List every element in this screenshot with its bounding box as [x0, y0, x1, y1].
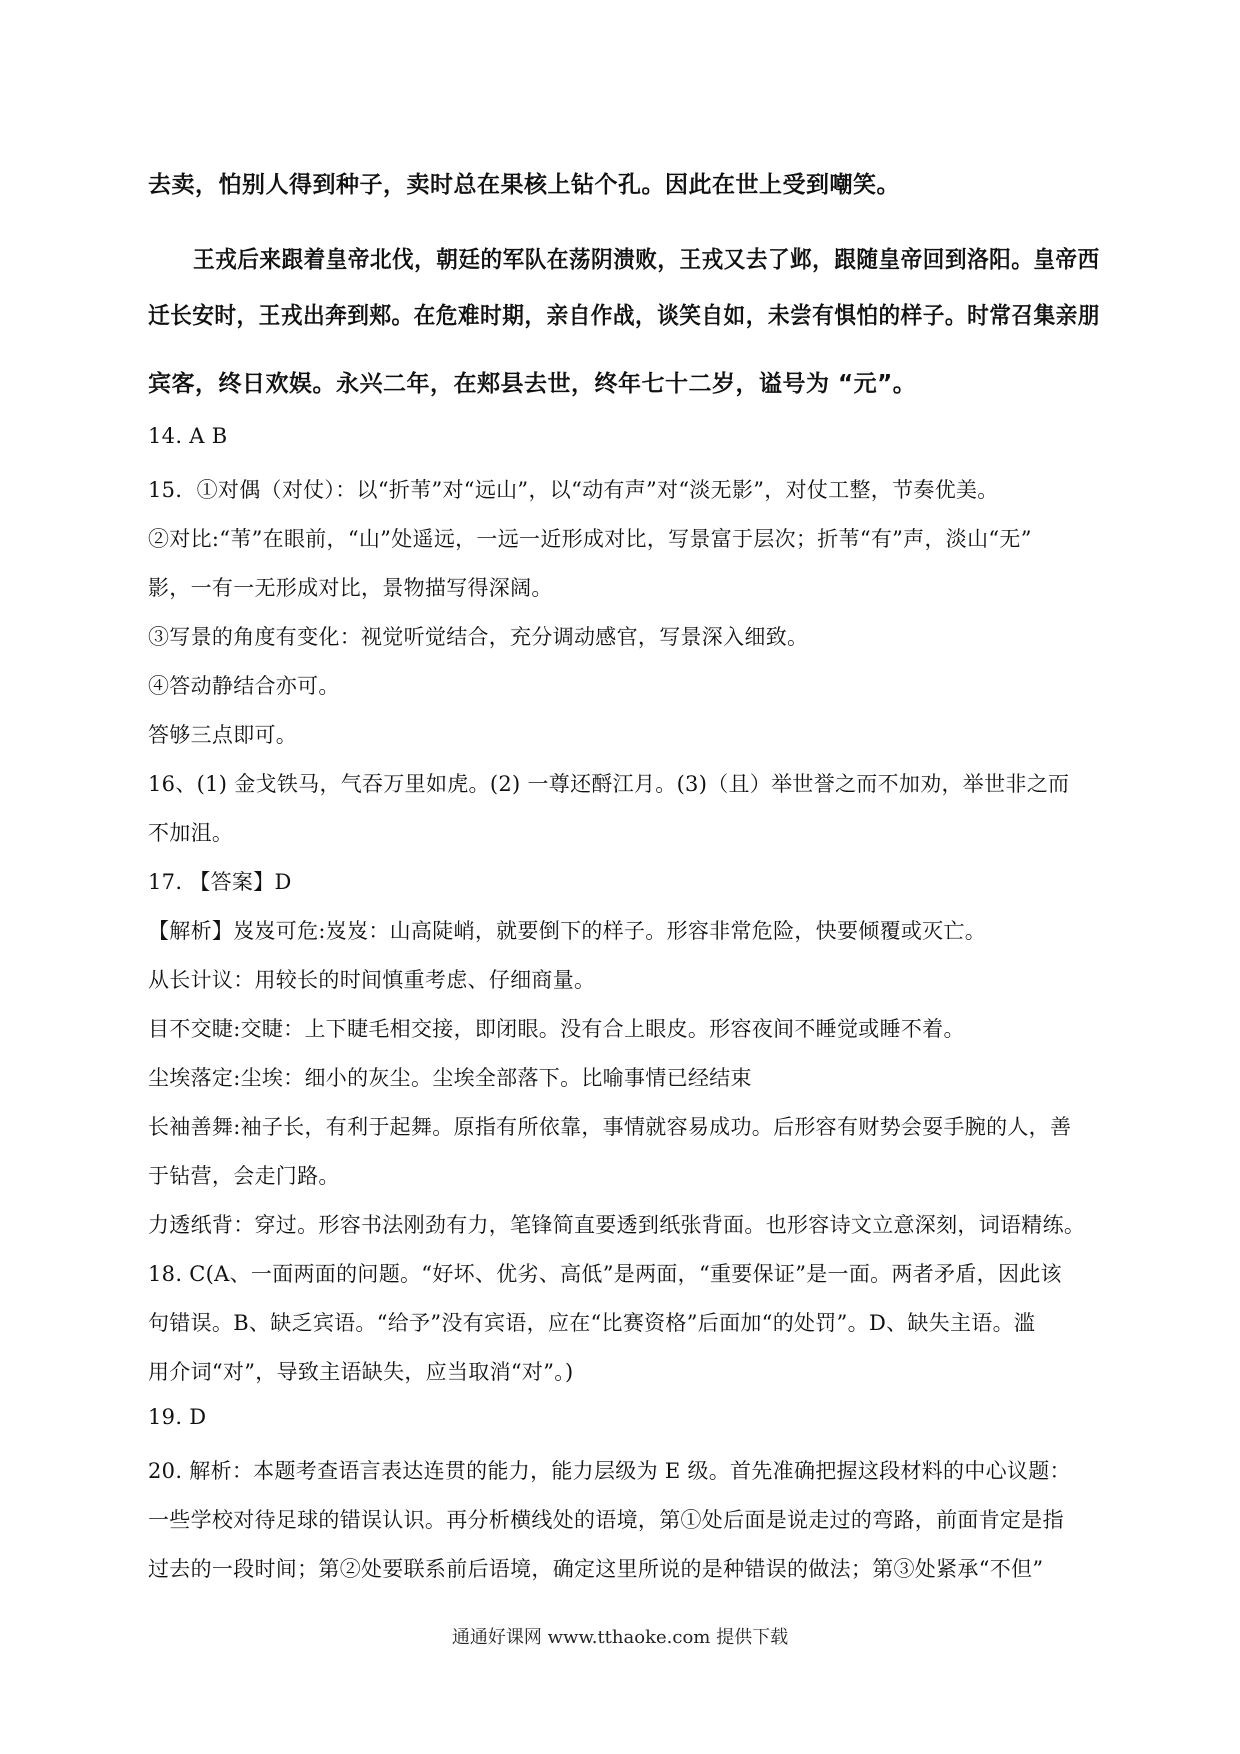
answer-16-line-1: 16、(1) 金戈铁马，气吞万里如虎。(2) 一尊还酹江月。(3)（且）举世誉之而不加劝，举世非之而	[148, 772, 1070, 796]
answer-19: 19. D	[148, 1405, 207, 1429]
answer-14: 14. A B	[148, 424, 228, 448]
answer-18-line-1: 18. C(A、一面两面的问题。“好坏、优劣、高低”是两面，“重要保证”是一面。两者矛盾，因此该	[148, 1262, 1062, 1286]
translation-paragraph-1: 去卖，怕别人得到种子，卖时总在果核上钻个孔。因此在世上受到嘲笑。	[148, 172, 900, 198]
translation-paragraph-2-line-2: 迁长安时，王戎出奔到郏。在危难时期，亲自作战，谈笑自如，未尝有惧怕的样子。时常召集亲朋	[148, 303, 1100, 329]
answer-17-line-7: 于钻营，会走门路。	[148, 1164, 340, 1188]
translation-paragraph-2-line-3: 宾客，终日欢娱。永兴二年，在郏县去世，终年七十二岁，谥号为 “元”。	[148, 371, 917, 397]
answer-20-line-3: 过去的一段时间；第②处要联系前后语境，确定这里所说的是种错误的做法；第③处紧承“不但”	[148, 1557, 1044, 1581]
answer-17-line-5: 尘埃落定:尘埃：细小的灰尘。尘埃全部落下。比喻事情已经结束	[148, 1066, 752, 1090]
answer-15-line-2: ②对比:“苇”在眼前，“山”处遥远，一远一近形成对比，写景富于层次；折苇“有”声，淡山“无”	[148, 527, 1032, 551]
answer-15-line-4: ③写景的角度有变化：视觉听觉结合，充分调动感官，写景深入细致。	[148, 625, 809, 649]
answer-18-line-2: 句错误。B、缺乏宾语。“给予”没有宾语，应在“比赛资格”后面加“的处罚”。D、缺失主语。滥	[148, 1311, 1036, 1335]
answer-15-line-6: 答够三点即可。	[148, 723, 298, 747]
answer-17-line-2: 【解析】岌岌可危:岌岌：山高陡峭，就要倒下的样子。形容非常危险，快要倾覆或灭亡。	[148, 919, 987, 943]
answer-15-line-3: 影，一有一无形成对比，景物描写得深阔。	[148, 576, 553, 600]
answer-15-line-5: ④答动静结合亦可。	[148, 674, 340, 698]
answer-17-line-3: 从长计议：用较长的时间慎重考虑、仔细商量。	[148, 968, 596, 992]
answer-20-line-1: 20. 解析：本题考查语言表达连贯的能力，能力层级为 E 级。首先准确把握这段材料的中心议题：	[148, 1459, 1071, 1483]
answer-17-line-1: 17. 【答案】D	[148, 870, 292, 894]
answer-17-line-4: 目不交睫:交睫：上下睫毛相交接，即闭眼。没有合上眼皮。形容夜间不睡觉或睡不着。	[148, 1017, 965, 1041]
answer-15-line-1: 15．①对偶（对仗）：以“折苇”对“远山”，以“动有声”对“淡无影”，对仗工整，节奏优美。	[148, 478, 999, 502]
answer-17-line-6: 长袖善舞:袖子长，有利于起舞。原指有所依靠，事情就容易成功。后形容有财势会耍手腕的人，善	[148, 1115, 1072, 1139]
answer-20-line-2: 一些学校对待足球的错误认识。再分析横线处的语境，第①处后面是说走过的弯路，前面肯定是指	[148, 1508, 1064, 1532]
answer-16-line-2: 不加沮。	[148, 821, 234, 845]
translation-paragraph-2-line-1: 王戎后来跟着皇帝北伐，朝廷的军队在荡阴溃败，王戎又去了邺，跟随皇帝回到洛阳。皇帝西	[193, 247, 1100, 273]
page-footer: 通通好课网 www.tthaoke.com 提供下载	[451, 1627, 789, 1648]
answer-18-line-3: 用介词“对”，导致主语缺失，应当取消“对”。)	[148, 1360, 574, 1384]
answer-17-line-8: 力透纸背：穿过。形容书法刚劲有力，笔锋简直要透到纸张背面。也形容诗文立意深刻，词语精练。	[148, 1213, 1086, 1237]
